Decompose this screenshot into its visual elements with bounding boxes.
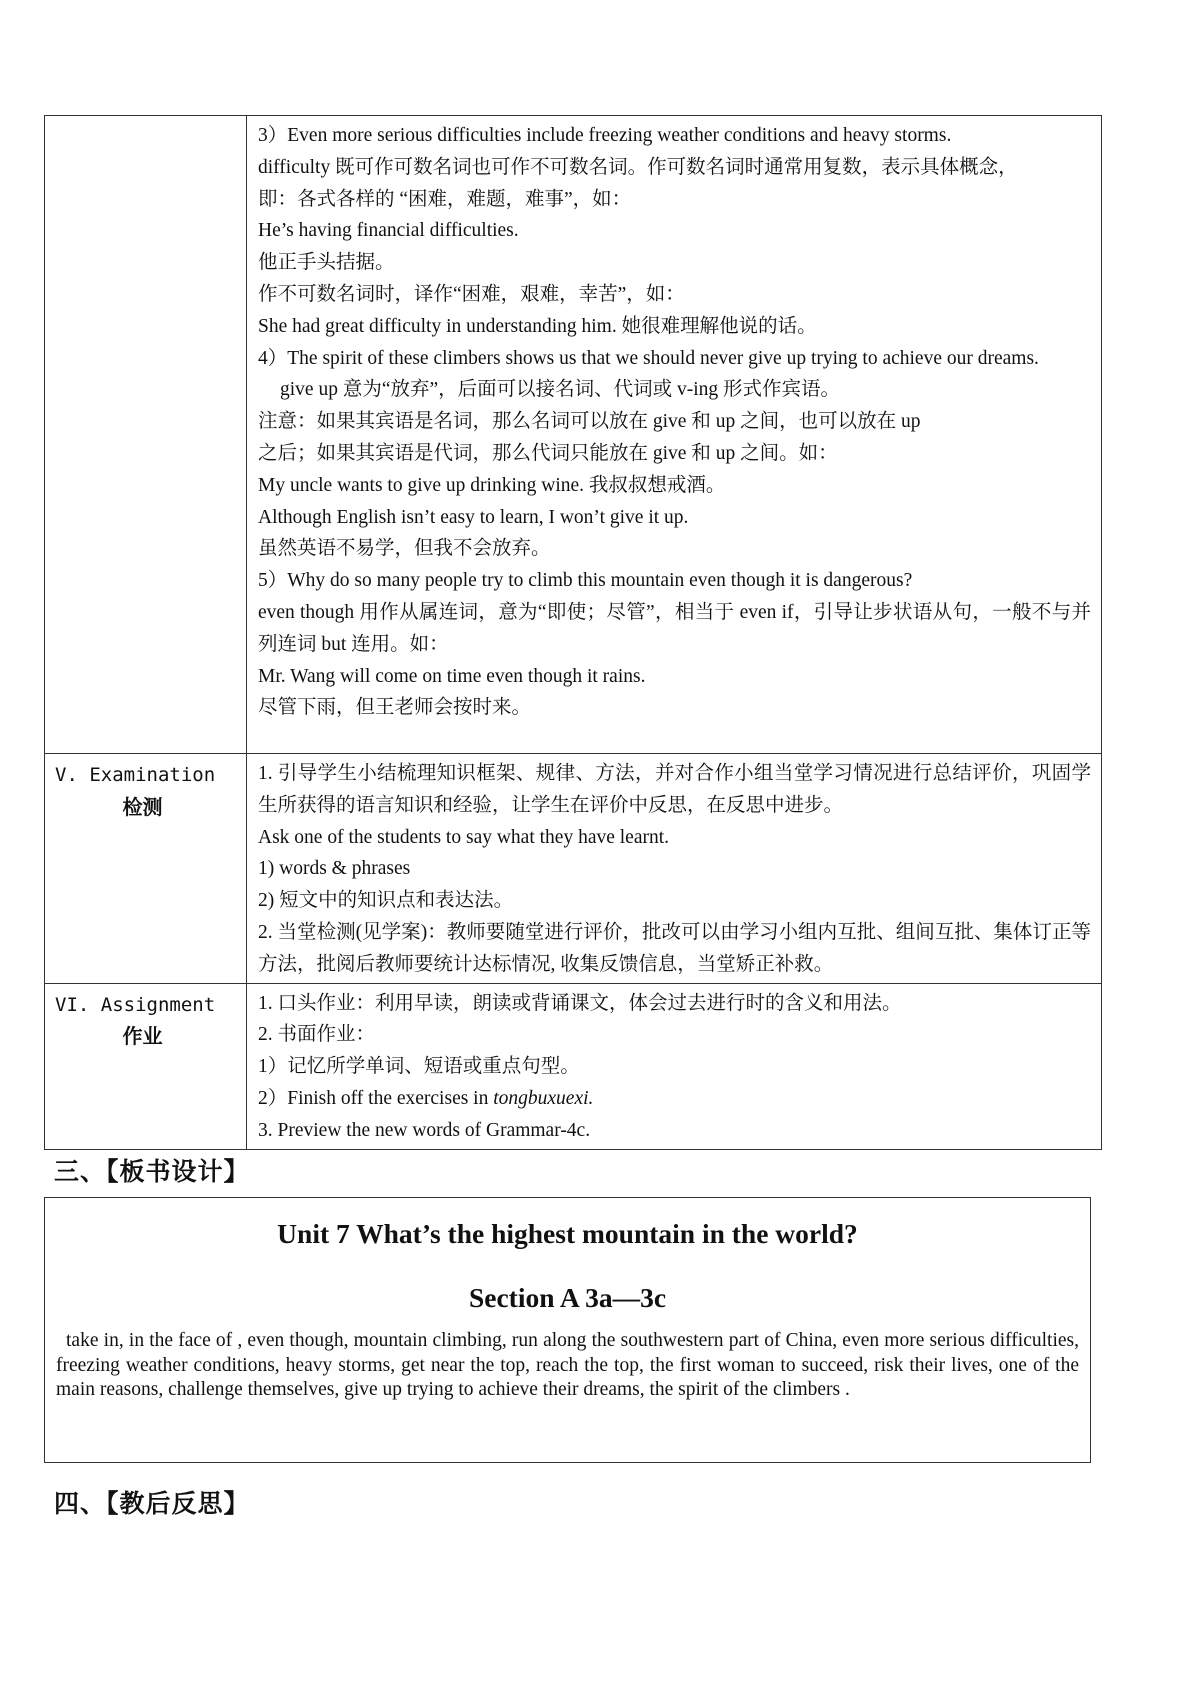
text-line: 4）The spirit of these climbers shows us that we should never give up trying to achieve our dreams. bbox=[258, 347, 1039, 369]
text-line: Mr. Wang will come on time even though it rains. bbox=[258, 665, 646, 687]
text-line: Ask one of the students to say what they have learnt. bbox=[258, 826, 670, 848]
text-line: 2. 当堂检测(见学案)：教师要随堂进行评价，批改可以由学习小组内互批、组间互批、集体订正等方法，批阅后教师要统计达标情况, 收集反馈信息，当堂矫正补救。 bbox=[258, 921, 1091, 975]
assignment-label-cell bbox=[45, 983, 247, 1149]
text-line: 2. 书面作业： bbox=[258, 1024, 376, 1046]
text-line: 1. 引导学生小结梳理知识框架、规律、方法，并对合作小组当堂学习情况进行总结评价，巩固学生所获得的语言知识和经验，让学生在评价中反思，在反思中进步。 bbox=[258, 763, 1091, 816]
text-line: My uncle wants to give up drinking wine. 我叔叔想戒酒。 bbox=[258, 474, 726, 496]
text-line: 尽管下雨，但王老师会按时来。 bbox=[258, 697, 532, 719]
text-line: 3. Preview the new words of Grammar-4c. bbox=[258, 1119, 591, 1141]
text-line: 1) words & phrases bbox=[258, 858, 411, 880]
text-line: He’s having financial difficulties. bbox=[258, 220, 519, 242]
board-design-heading: 三、【板书设计】 bbox=[54, 1157, 250, 1186]
examination-label-cell bbox=[45, 754, 247, 984]
text-line: 1）记忆所学单词、短语或重点句型。 bbox=[258, 1056, 580, 1078]
text-line: 5）Why do so many people try to climb this mountain even though it is dangerous? bbox=[258, 570, 913, 592]
empty-label-cell bbox=[45, 116, 247, 754]
text-line: even though 用作从属连词，意为“即使；尽管”，相当于 even if，引导让步状语从句，一般不与并列连词 but 连用。如： bbox=[258, 601, 1091, 655]
text-line: 他正手头拮据。 bbox=[258, 252, 395, 274]
text-line: 注意：如果其宾语是名词，那么名词可以放在 give 和 up 之间，也可以放在 up bbox=[258, 411, 921, 433]
assignment-label: VI. Assignment bbox=[55, 993, 216, 1016]
assignment-content-cell bbox=[247, 983, 1102, 1149]
text-line: 2) 短文中的知识点和表达法。 bbox=[258, 890, 514, 912]
text-line: Although English isn’t easy to learn, I won’t give it up. bbox=[258, 506, 689, 528]
lesson-table bbox=[44, 115, 1102, 1150]
table-row bbox=[45, 754, 1102, 984]
language-points-cell bbox=[247, 116, 1102, 754]
table-row bbox=[45, 983, 1102, 1149]
board-title: Unit 7 What’s the highest mountain in the world? bbox=[277, 1218, 858, 1249]
examination-content-cell bbox=[247, 754, 1102, 984]
text-line: difficulty 既可作可数名词也可作不可数名词。作可数名词时通常用复数，表示具体概念， bbox=[258, 156, 1018, 178]
text-line: 作不可数名词时，译作“困难，艰难，幸苦”，如： bbox=[258, 283, 685, 305]
board-phrases: take in, in the face of , even though, mountain climbing, run along the southwestern part of China, even more serious difficulties, freezing weather conditions, heavy storms, get near the top, reach the top, the first woman to succeed, risk their lives, one of the main reasons, challenge themselves, give up trying to achieve their dreams, the spirit of the climbers . bbox=[56, 1330, 1079, 1400]
assignment-label-zh: 作业 bbox=[122, 1024, 163, 1049]
text-line: 即：各式各样的 “困难，难题，难事”，如： bbox=[258, 188, 632, 210]
text-line: give up 意为“放弃”，后面可以接名词、代词或 v-ing 形式作宾语。 bbox=[280, 379, 841, 401]
text-line bbox=[258, 1083, 1091, 1115]
blackboard-design-box bbox=[44, 1197, 1091, 1463]
board-section: Section A 3a—3c bbox=[468, 1282, 667, 1313]
examination-label: V. Examination bbox=[55, 764, 216, 786]
text-fragment: 2）Finish off the exercises in bbox=[258, 1087, 494, 1109]
text-line: 1. 口头作业：利用早读，朗读或背诵课文，体会过去进行时的含义和用法。 bbox=[258, 992, 902, 1014]
text-line: 3）Even more serious difficulties include freezing weather conditions and heavy storms. bbox=[258, 125, 952, 146]
text-line: 虽然英语不易学，但我不会放弃。 bbox=[258, 538, 551, 560]
italic-word: tongbuxuexi. bbox=[493, 1087, 594, 1109]
table-row bbox=[45, 116, 1102, 754]
reflection-heading: 四、【教后反思】 bbox=[54, 1489, 250, 1518]
text-line: She had great difficulty in understanding him. 她很难理解他说的话。 bbox=[258, 315, 817, 337]
examination-label-zh: 检测 bbox=[122, 794, 163, 819]
text-line: 之后；如果其宾语是代词，那么代词只能放在 give 和 up 之间。如： bbox=[258, 442, 838, 464]
